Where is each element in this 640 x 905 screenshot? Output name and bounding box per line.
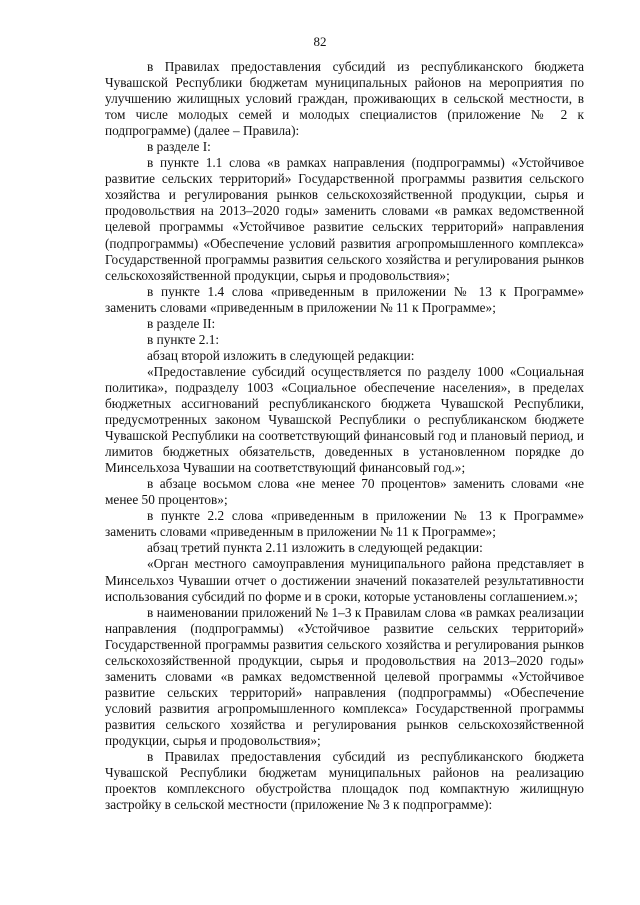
paragraph: в разделе I: xyxy=(147,139,211,155)
paragraph: в пункте 1.1 слова «в рамках направления (подпрограммы) «Устойчивое развитие сельских территорий» Государственной программы развития сельского хозяйства и регулирования рынков сельскохозяйственной продукции, сырья и продовольствия на 2013–2020 годы» заменить словами «в рамках ведомственной целевой программы «Устойчивое развитие сельских территорий» направления (подпрограммы) «Обеспечение условий развития агропромышленного комплекса» Государственной программы развития сельского хозяйства и регулирования рынков сельскохозяйственной продукции, сырья и продовольствия»; xyxy=(105,155,584,283)
paragraph: в пункте 1.4 слова «приведенным в приложении № 13 к Программе» заменить словами «приведенным в приложении № 11 к Программе»; xyxy=(105,283,584,315)
page-number: 82 xyxy=(313,34,327,49)
paragraph: в пункте 2.2 слова «приведенным в приложении № 13 к Программе» заменить словами «приведенным в приложении № 11 к Программе»; xyxy=(105,508,584,540)
paragraph: в Правилах предоставления субсидий из республиканского бюджета Чувашской Республики бюджетам муниципальных районов на реализацию проектов комплексного обустройства площадок под компактную жилищную застройку в сельской местности (приложение № 3 к подпрограмме): xyxy=(105,749,584,813)
paragraph: «Предоставление субсидий осуществляется по разделу 1000 «Социальная политика», подразделу 1003 «Социальное обеспечение населения», в пределах бюджетных ассигнований республиканского бюджета Чувашской Республики, предусмотренных законом Чувашской Республики о республиканском бюджете Чувашской Республики на соответствующий финансовый год и плановый период, и лимитов бюджетных обязательств, доведенных в установленном порядке до Минсельхоза Чувашии на соответствующий финансовый год.»; xyxy=(105,363,584,476)
document-body xyxy=(105,59,584,813)
paragraph: в пункте 2.1: xyxy=(147,331,220,347)
paragraph: в Правилах предоставления субсидий из республиканского бюджета Чувашской Республики бюджетам муниципальных районов на мероприятия по улучшению жилищных условий граждан, проживающих в сельской местности, в том числе молодых семей и молодых специалистов (приложение № 2 к подпрограмме) (далее – Правила): xyxy=(105,59,584,139)
paragraph: абзац второй изложить в следующей редакции: xyxy=(147,347,415,363)
paragraph: абзац третий пункта 2.11 изложить в следующей редакции: xyxy=(147,540,483,556)
paragraph: в абзаце восьмом слова «не менее 70 процентов» заменить словами «не менее 50 процентов»; xyxy=(105,476,584,508)
paragraph: в разделе II: xyxy=(147,315,216,331)
paragraph: «Орган местного самоуправления муниципального района представляет в Минсельхоз Чувашии отчет о достижении значений показателей результативности использования субсидий по форме и в сроки, которые установлены соглашением.»; xyxy=(105,556,584,604)
paragraph: в наименовании приложений № 1–3 к Правилам слова «в рамках реализации направления (подпрограммы) «Устойчивое развитие сельских территорий» Государственной программы развития сельского хозяйства и регулирования рынков сельскохозяйственной продукции, сырья и продовольствия на 2013–2020 годы» заменить словами «в рамках ведомственной целевой программы «Устойчивое развитие сельских территорий» направления (подпрограммы) «Обеспечение условий развития агропромышленного комплекса» Государственной программы развития сельского хозяйства и регулирования рынков сельскохозяйственной продукции, сырья и продовольствия»; xyxy=(105,604,584,748)
